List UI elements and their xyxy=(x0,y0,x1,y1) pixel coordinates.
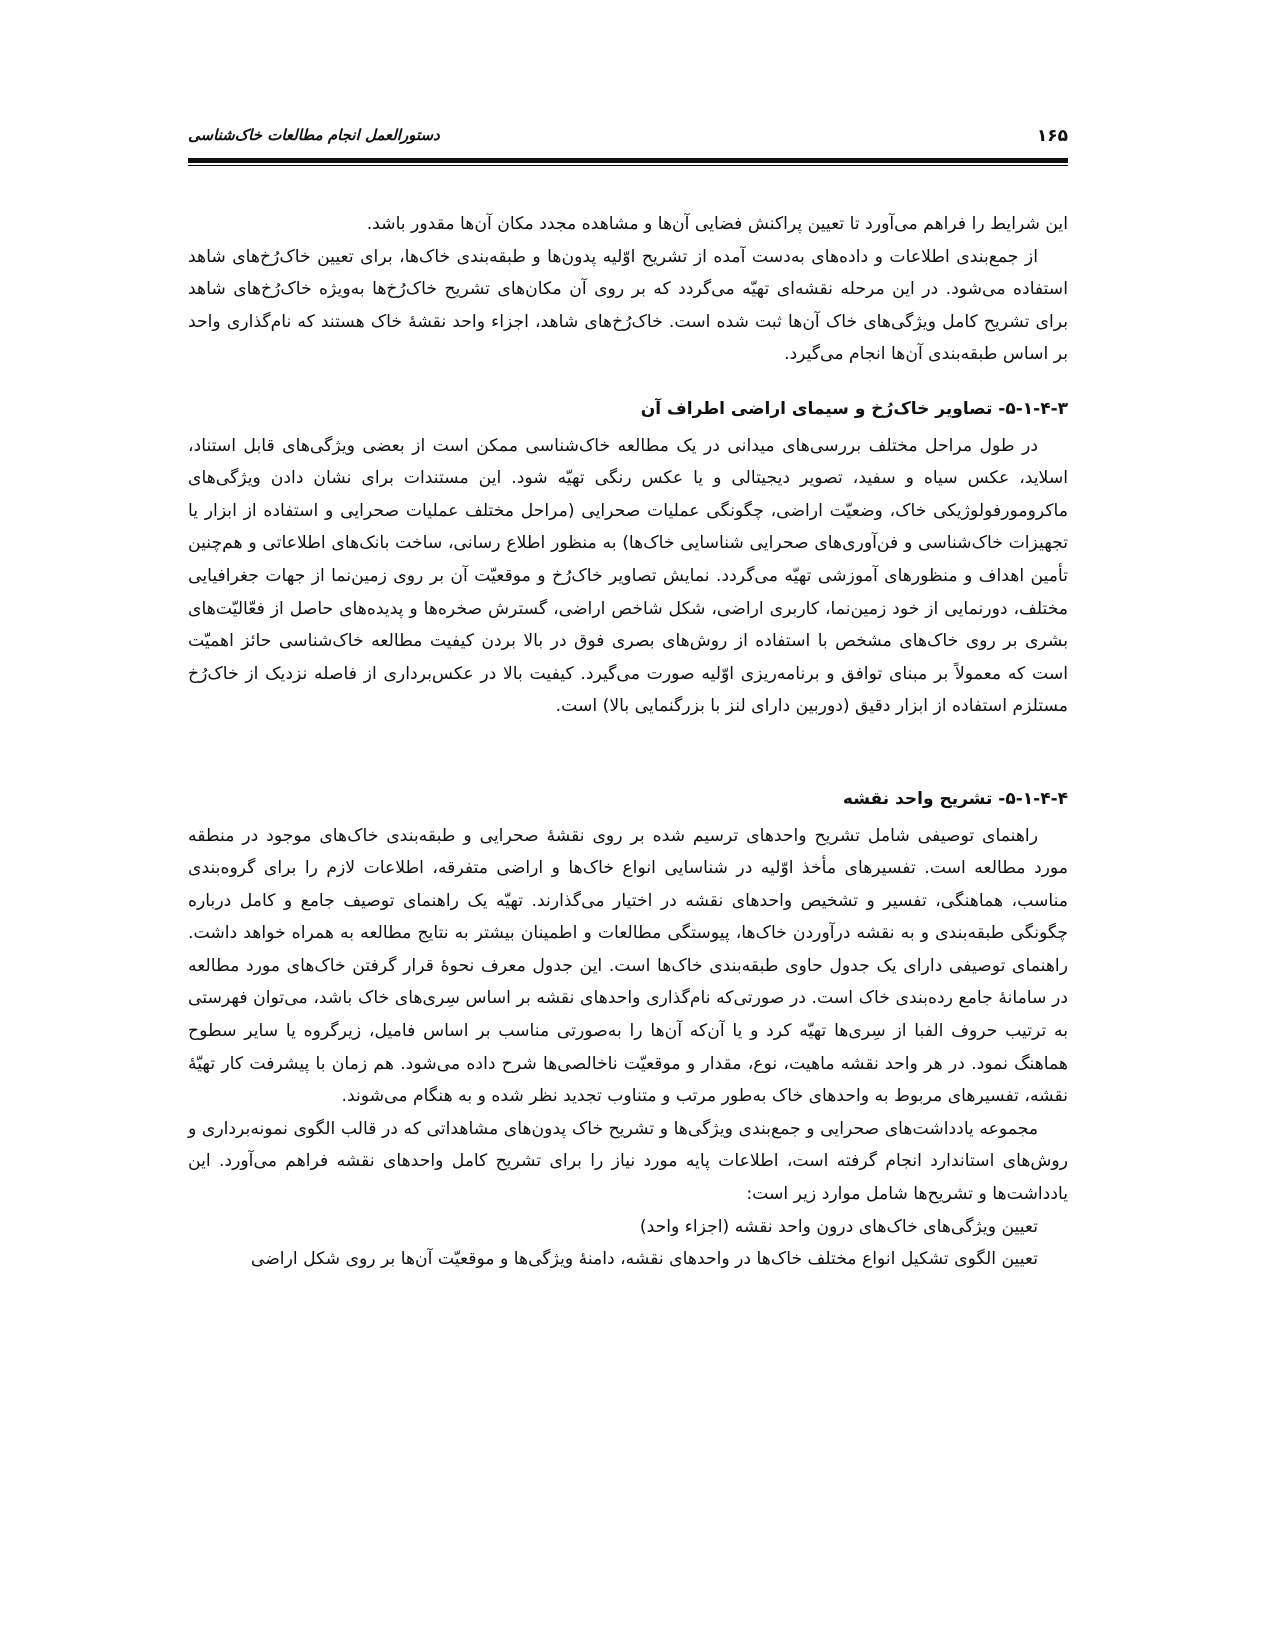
section-heading: ۵-۱-۴-۴- تشریح واحد نقشه xyxy=(842,788,1068,809)
list-item: تعیین الگوی تشکیل انواع مختلف خاک‌ها در واحدهای نقشه، دامنهٔ ویژگی‌ها و موقعیّت آن‌ها بر روی شکل اراضی xyxy=(250,1249,1038,1270)
paragraph: راهنمای توصیفی شامل تشریح واحدهای ترسیم شده بر روی نقشهٔ صحرایی و طبقه‌بندی خاک‌های موجود در منطقه مورد مطالعه است. تفسیرهای مأخذ اوّلیه در شناسایی انواع خاک‌ها و اراضی متفرقه، اطلاعات لازم را برای گروه‌بندی مناسب، هماهنگی، تفسیر و تشخیص واحدهای نقشه در اختیار می‌گذارند. تهیّه یک راهنمای توصیف جامع و کامل درباره چگونگی طبقه‌بندی و به نقشه درآوردن خاک‌ها، پیوستگی مطالعات و اطمینان بیشتر به نتایج مطالعه به همراه خواهد داشت. راهنمای توصیفی دارای یک جدول حاوی طبقه‌بندی خاک‌ها است. این جدول معرف نحوهٔ قرار گرفتن خاک‌های مورد مطالعه در سامانهٔ جامع رده‌بندی خاک است. در صورتی‌که نام‌گذاری واحدهای نقشه بر اساس سِری‌های خاک باشد، می‌توان فهرستی به ترتیب حروف الفبا از سِری‌ها تهیّه کرد و یا آن‌که آن‌ها را به‌صورتی مناسب بر اساس فامیل، زیرگروه یا سایر سطوح هماهنگ نمود. در هر واحد نقشه ماهیت، نوع، مقدار و موقعیّت ناخالصی‌ها شرح داده می‌شود. هم زمان با پیشرفت کار تهیّهٔ نقشه، تفسیرهای مربوط به واحدهای خاک به‌طور مرتب و متناوب تجدید نظر شده و به هنگام می‌شوند. xyxy=(188,825,1068,1107)
page-header xyxy=(188,126,1068,156)
header-rule-thin xyxy=(188,165,1068,166)
body-text xyxy=(188,208,1068,1276)
notes-list xyxy=(188,1211,1068,1276)
running-title: دستورالعمل انجام مطالعات خاک‌شناسی xyxy=(188,126,440,144)
header-rule-thick xyxy=(188,158,1068,163)
page-number: ۱۶۵ xyxy=(1036,126,1068,146)
list-item: تعیین ویژگی‌های خاک‌های درون واحد نقشه (اجزاء واحد) xyxy=(639,1216,1038,1237)
paragraph: در طول مراحل مختلف بررسی‌های میدانی در یک مطالعه خاک‌شناسی ممکن است از بعضی ویژگی‌های قابل استناد، اسلاید، عکس سیاه و سفید، تصویر دیجیتالی و یا عکس رنگی تهیّه شود. این مستندات برای نشان دادن ویژگی‌های ماکرومورفولوژیکی خاک، وضعیّت اراضی، چگونگی عملیات صحرایی (مراحل مختلف عملیات صحرایی و استفاده از ابزار یا تجهیزات خاک‌شناسی و فن‌آوری‌های صحرایی شناسایی خاک‌ها) به منظور اطلاع رسانی، ساخت بانک‌های اطلاعاتی و هم‌چنین تأمین اهداف و منظورهای آموزشی تهیّه می‌گردد. نمایش تصاویر خاک‌رُخ و موقعیّت آن بر روی زمین‌نما از جهات جغرافیایی مختلف، دورنمایی از خود زمین‌نما، کاربری اراضی، شکل شاخص اراضی، گسترش صخره‌ها و پدیده‌های حاصل از فعّالیّت‌های بشری بر روی خاک‌های مشخص با استفاده از روش‌های بصری فوق در بالا بردن کیفیت مطالعه خاک‌شناسی حائز اهمیّت است که معمولاً بر مبنای توافق و برنامه‌ریزی اوّلیه صورت می‌گیرد. کیفیت بالا در عکس‌برداری از فاصله نزدیک از خاک‌رُخ مستلزم استفاده از ابزار دقیق (دوربین دارای لنز با بزرگنمایی بالا) است. xyxy=(188,435,1068,717)
section-heading: ۵-۱-۴-۳- تصاویر خاک‌رُخ و سیمای اراضی اطراف آن xyxy=(640,398,1068,419)
paragraph: از جمع‌بندی اطلاعات و داده‌های به‌دست آمده از تشریح اوّلیه پدون‌ها و طبقه‌بندی خاک‌ها، برای تعیین خاک‌رُخ‌های شاهد استفاده می‌شود. در این مرحله نقشه‌ای تهیّه می‌گردد که بر روی آن مکان‌های تشریح خاک‌رُخ‌ها به‌ویژه خاک‌رُخ‌های شاهد برای تشریح کامل ویژگی‌های خاک آن‌ها ثبت شده است. خاک‌رُخ‌های شاهد، اجزاء واحد نقشهٔ خاک هستند که نام‌گذاری واحد بر اساس طبقه‌بندی آن‌ها انجام می‌گیرد. xyxy=(188,246,1068,365)
paragraph: این شرایط را فراهم می‌آورد تا تعیین پراکنش فضایی آن‌ها و مشاهده مجدد مکان آن‌ها مقدور باشد. xyxy=(366,214,1068,234)
paragraph: مجموعه یادداشت‌های صحرایی و جمع‌بندی ویژگی‌ها و تشریح خاک پدون‌های مشاهداتی که در قالب الگوی نمونه‌برداری و روش‌های استاندارد انجام گرفته است، اطلاعات پایه مورد نیاز را برای تشریح کامل واحدهای نقشه فراهم می‌آورد. این یادداشت‌ها و تشریح‌ها شامل موارد زیر است: xyxy=(188,1118,1068,1205)
